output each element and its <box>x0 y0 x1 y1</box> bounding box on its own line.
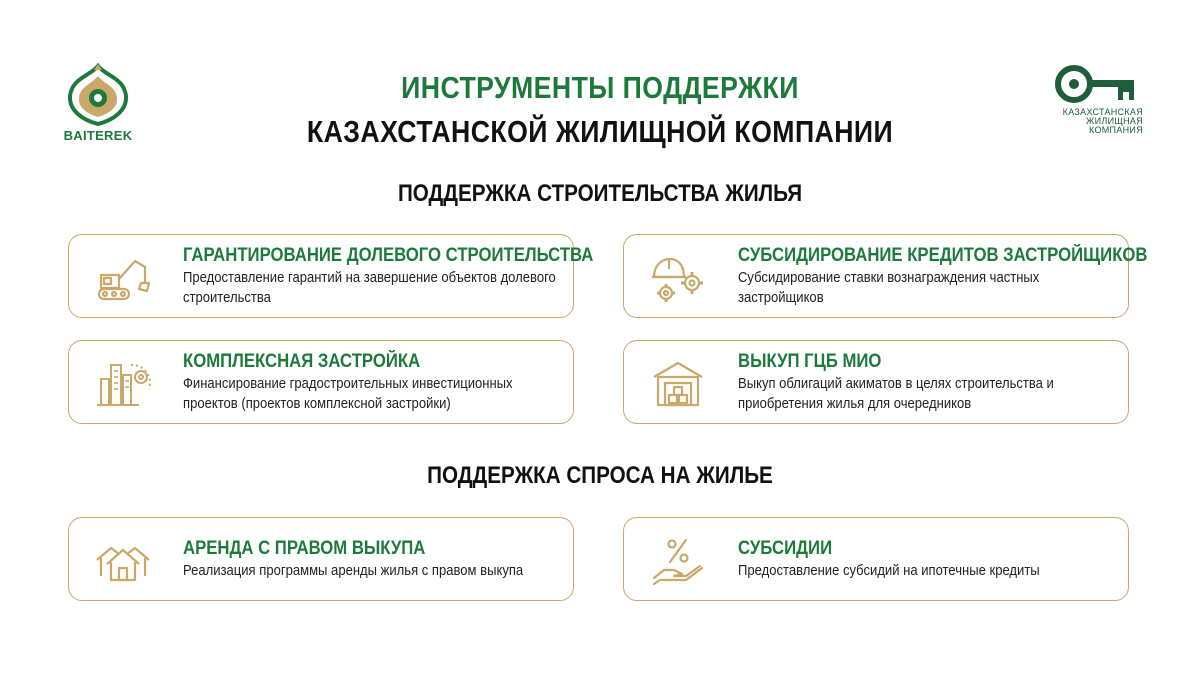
card-description: Финансирование градостроительных инвестиционных проектов (проектов комплексной застройки) <box>183 376 513 412</box>
card-description: Предоставление гарантий на завершение объектов долевого строительства <box>183 270 556 306</box>
card-title: ГАРАНТИРОВАНИЕ ДОЛЕВОГО СТРОИТЕЛЬСТВА <box>183 245 594 266</box>
card-complex-development[interactable] <box>68 340 574 424</box>
page-title-line2: КАЗАХСТАНСКОЙ ЖИЛИЩНОЙ КОМПАНИИ <box>306 114 894 149</box>
card-municipal-bonds-buyback[interactable] <box>623 340 1129 424</box>
card-title: СУБСИДИРОВАНИЕ КРЕДИТОВ ЗАСТРОЙЩИКОВ <box>738 245 1148 266</box>
warehouse-icon <box>650 359 706 409</box>
card-title: ВЫКУП ГЦБ МИО <box>738 351 882 372</box>
city-gear-icon <box>95 359 151 409</box>
card-title: СУБСИДИИ <box>738 538 833 559</box>
card-shared-construction-guarantee[interactable] <box>68 234 594 318</box>
card-developer-loan-subsidy[interactable] <box>623 234 1148 318</box>
page-title-line1: ИНСТРУМЕНТЫ ПОДДЕРЖКИ <box>401 70 799 105</box>
helmet-gears-icon <box>650 253 706 303</box>
section-title-demand: ПОДДЕРЖКА СПРОСА НА ЖИЛЬЕ <box>427 462 773 489</box>
card-description: Реализация программы аренды жилья с правом выкупа <box>183 563 524 579</box>
section-title-construction: ПОДДЕРЖКА СТРОИТЕЛЬСТВА ЖИЛЬЯ <box>397 180 803 207</box>
baiterek-text: BAITEREK <box>63 128 133 143</box>
percent-hand-icon <box>650 536 706 586</box>
card-title: КОМПЛЕКСНАЯ ЗАСТРОЙКА <box>183 351 421 372</box>
company-logo-text: КАЗАХСТАНСКАЯ ЖИЛИЩНАЯ КОМПАНИЯ <box>1062 107 1143 135</box>
card-title: АРЕНДА С ПРАВОМ ВЫКУПА <box>183 538 426 559</box>
card-rent-to-own[interactable] <box>68 517 574 601</box>
card-description: Выкуп облигаций акиматов в целях строительства и приобретения жилья для очередников <box>738 376 1054 412</box>
houses-icon <box>95 536 151 586</box>
card-description: Субсидирование ставки вознаграждения частных застройщиков <box>738 270 1040 306</box>
card-description: Предоставление субсидий на ипотечные кредиты <box>738 563 1040 579</box>
excavator-icon <box>95 253 151 303</box>
card-mortgage-subsidies[interactable] <box>623 517 1129 601</box>
